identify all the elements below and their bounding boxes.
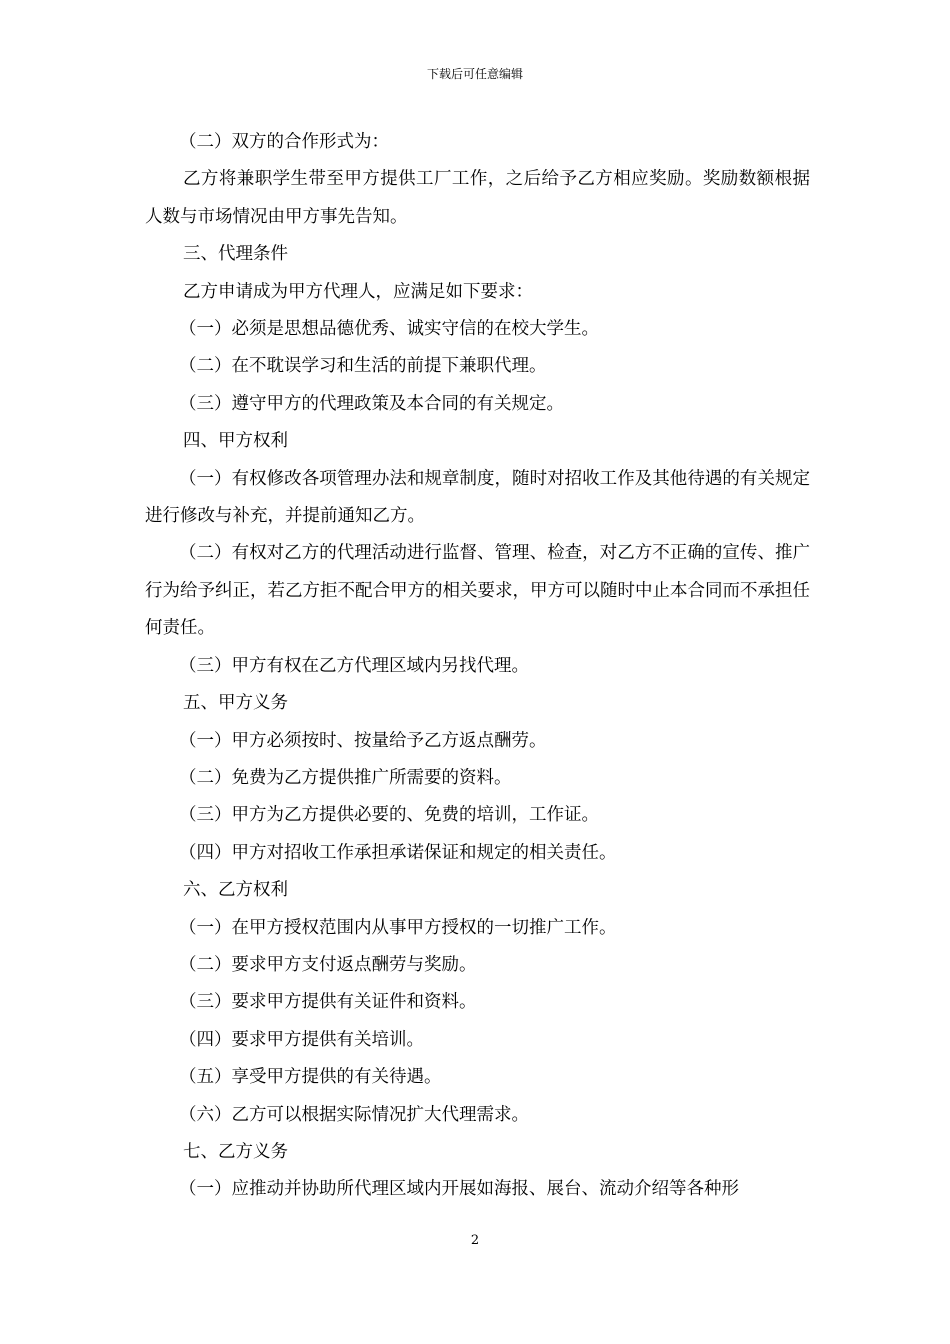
list-item: （一）应推动并协助所代理区域内开展如海报、展台、流动介绍等各种形 bbox=[179, 1179, 739, 1200]
list-item: （二）在不耽误学习和生活的前提下兼职代理。 bbox=[179, 356, 547, 377]
list-item: （三）遵守甲方的代理政策及本合同的有关规定。 bbox=[179, 393, 564, 414]
document-body bbox=[145, 124, 810, 1209]
list-item: （一）在甲方授权范围内从事甲方授权的一切推广工作。 bbox=[179, 917, 617, 938]
list-item: （一）必须是思想品德优秀、诚实守信的在校大学生。 bbox=[179, 319, 599, 340]
list-item: （五）享受甲方提供的有关待遇。 bbox=[179, 1067, 442, 1088]
paragraph-1: （二）双方的合作形式为： bbox=[179, 132, 389, 152]
list-item: （二）免费为乙方提供推广所需要的资料。 bbox=[179, 767, 512, 788]
page-header: 下载后可任意编辑 bbox=[426, 67, 523, 81]
list-item: （四）甲方对招收工作承担承诺保证和规定的相关责任。 bbox=[179, 842, 617, 863]
list-item: （六）乙方可以根据实际情况扩大代理需求。 bbox=[179, 1104, 529, 1125]
list-item: （三）要求甲方提供有关证件和资料。 bbox=[179, 992, 477, 1013]
list-item: （二）有权对乙方的代理活动进行监督、管理、检查，对乙方不正确的宣传、推广行为给予纠正，若乙方拒不配合甲方的相关要求，甲方可以随时中止本合同而不承担任何责任。 bbox=[145, 543, 810, 639]
list-item: （二）要求甲方支付返点酬劳与奖励。 bbox=[179, 954, 477, 975]
list-item: （三）甲方为乙方提供必要的、免费的培训，工作证。 bbox=[179, 805, 599, 826]
paragraph-4: 乙方申请成为甲方代理人，应满足如下要求： bbox=[183, 281, 533, 302]
section-heading-6: 六、乙方权利 bbox=[183, 880, 288, 901]
list-item: （四）要求甲方提供有关培训。 bbox=[179, 1029, 424, 1050]
section-heading-7: 七、乙方义务 bbox=[183, 1141, 288, 1162]
paragraph-2: 乙方将兼职学生带至甲方提供工厂工作，之后给予乙方相应奖励。奖励数额根据人数与市场情况由甲方事先告知。 bbox=[145, 169, 810, 227]
list-item: （一）甲方必须按时、按量给予乙方返点酬劳。 bbox=[179, 730, 547, 751]
list-item: （一）有权修改各项管理办法和规章制度，随时对招收工作及其他待遇的有关规定进行修改与补充，并提前通知乙方。 bbox=[145, 468, 810, 527]
section-heading-5: 五、甲方义务 bbox=[183, 693, 288, 714]
list-item: （三）甲方有权在乙方代理区域内另找代理。 bbox=[179, 655, 529, 676]
section-heading-3: 三、代理条件 bbox=[183, 244, 288, 265]
page-number: 2 bbox=[470, 1233, 480, 1248]
section-heading-4: 四、甲方权利 bbox=[183, 431, 288, 452]
